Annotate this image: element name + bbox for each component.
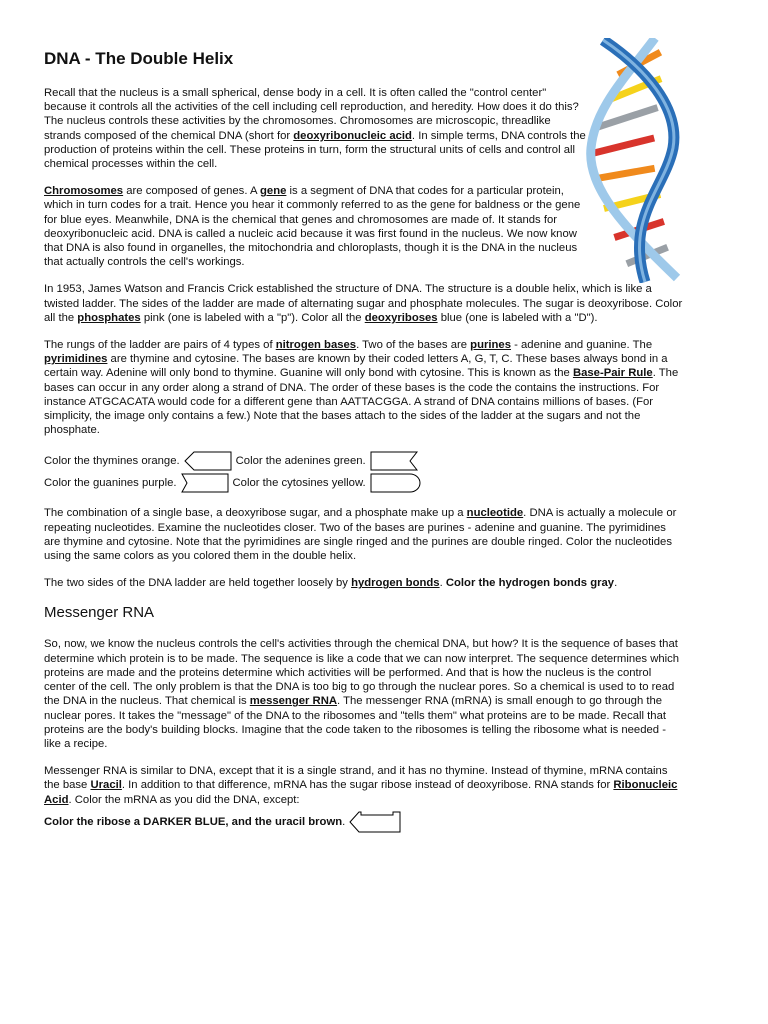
term-pyrimidines: pyrimidines [44,353,108,366]
thymine-instruction: Color the thymines orange. [44,455,180,468]
term-hydrogen-bonds: hydrogen bonds [351,577,440,590]
paragraph-watson-crick: In 1953, James Watson and Francis Crick established the structure of DNA. The structure is a double helix, which is like a twisted ladder. The sides of the ladder are made of alternating sugar and phosphate molecules. The sugar is deoxyribose. Color all the phosphates pink (one is labeled with a "p"). Color all the deoxyriboses blue (one is labeled with a "D"). [44,283,683,324]
color-row-1 [44,450,684,472]
uracil-shape-icon [349,811,401,833]
paragraph-chromosomes: Chromosomes are composed of genes. A gene is a segment of DNA that codes for a particular protein, which in turn codes for a trait. Hence you hear it commonly referred to as the gene for baldness or the gene for blue eyes. Meanwhile, DNA is the chemical that genes and chromosomes are made of. It stands for deoxyribonucleic acid. DNA is called a nucleic acid because it was first found in the nucleus. We now know that DNA is also found in organelles, the mitochondria and chloroplasts, though it is the DNA in the nucleus that actually controls the cell's workings. [44,185,581,269]
term-deoxyribonucleic-acid: deoxyribonucleic acid [293,129,412,142]
term-base-pair-rule: Base-Pair Rule [572,367,653,380]
term-uracil: Uracil [90,779,122,792]
cytosine-instruction: Color the cytosines yellow. [232,477,366,490]
term-nitrogen-bases: nitrogen bases [275,339,357,352]
term-nucleotide: nucleotide [466,507,524,520]
thymine-shape-icon [184,451,232,471]
guanine-shape-icon [181,473,229,493]
color-key [44,450,684,494]
worksheet-page [44,48,684,833]
cytosine-shape-icon [370,473,418,493]
term-purines: purines [470,339,511,352]
paragraph-hydrogen-bonds: The two sides of the DNA ladder are held together loosely by hydrogen bonds. Color the hydrogen bonds gray. [44,577,618,590]
paragraph-mrna-intro: So, now, we know the nucleus controls the cell's activities through the chemical DNA, but how? It is the sequence of bases that determine which protein is to be made. The sequence is like a code that we can now interpret. The sequence determines which proteins are made and the proteins determine which activities will be performed. And that is how the nucleus is the control center of the cell. The only problem is that the DNA is too big to go through the nuclear pores. So a chemical is used to to read the DNA in the nucleus. That chemical is messenger RNA. The messenger RNA (mRNA) is small enough to go through the nuclear pores. It takes the "message" of the DNA to the ribosomes and "tells them" what proteins are to be made. Recall that proteins are the body's building blocks. Imagine that the code taken to the ribosomes is telling the ribosome what is needed - like a recipe. [44,638,680,750]
term-deoxyriboses: deoxyriboses [364,311,438,324]
hydrogen-bonds-instruction: Color the hydrogen bonds gray [445,577,615,590]
paragraph-uracil: Messenger RNA is similar to DNA, except that it is a single strand, and it has no thymine. Instead of thymine, mRNA contains the base Uracil. In addition to that difference, mRNA has the sugar ribose instead of deoxyribose. RNA stands for Ribonucleic Acid. Color the mRNA as you did the DNA, except: [44,765,678,806]
color-row-2 [44,472,684,494]
page-title: DNA - The Double Helix [44,49,234,68]
guanine-instruction: Color the guanines purple. [44,477,177,490]
final-instruction: Color the ribose a DARKER BLUE, and the uracil brown . [44,811,684,833]
paragraph-nucleus: Recall that the nucleus is a small spherical, dense body in a cell. It is often called the "control center" because it controls all the activities of the cell including cell reproduction, and heredity. How does it do this? The nucleus controls these activities by the chromosomes. Chromosomes are microscopic, threadlike strands composed of the chemical DNA (short for deoxyribonucleic acid. In simple terms, DNA controls the production of proteins within the cell. These proteins in turn, form the structural units of cells and control all chemical processes within the cell. [44,87,586,171]
term-ribonucleic-acid: Ribonucleic Acid [44,779,678,806]
paragraph-nitrogen-bases: The rungs of the ladder are pairs of 4 types of nitrogen bases. Two of the bases are purines - adenine and guanine. The pyrimidines are thymine and cytosine. The bases are known by their coded letters A, G, T, C. These bases always bond in a certain way. Adenine will only bond to thymine. Guanine will only bond with cytosine. This is known as the Base-Pair Rule. The bases can occur in any order along a strand of DNA. The order of these bases is the code the contains the instructions. For instance ATGCACATA would code for a different gene than AATTACGGA. A strand of DNA contains millions of bases. (For simplicity, the image only contains a few.) Note that the bases attach to the sides of the ladder at the sugars and not the phosphate. [44,339,679,437]
term-gene: gene [260,185,287,198]
paragraph-nucleotide: The combination of a single base, a deoxyribose sugar, and a phosphate make up a nucleotide. DNA is actually a molecule or repeating nucleotides. Examine the nucleotides closer. Two of the bases are purines - adenine and guanine. The pyrimidines are thymine and cytosine. Note that the pyrimidines are single ringed and the purines are double ringed. Color the nucleotides using the same colors as you colored them in the double helix. [44,507,677,563]
adenine-shape-icon [370,451,418,471]
section-heading-messenger-rna: Messenger RNA [44,604,155,622]
term-chromosomes: Chromosomes [44,185,124,198]
term-messenger-rna: messenger RNA [249,695,338,708]
adenine-instruction: Color the adenines green. [235,455,366,468]
term-phosphates: phosphates [77,311,141,324]
